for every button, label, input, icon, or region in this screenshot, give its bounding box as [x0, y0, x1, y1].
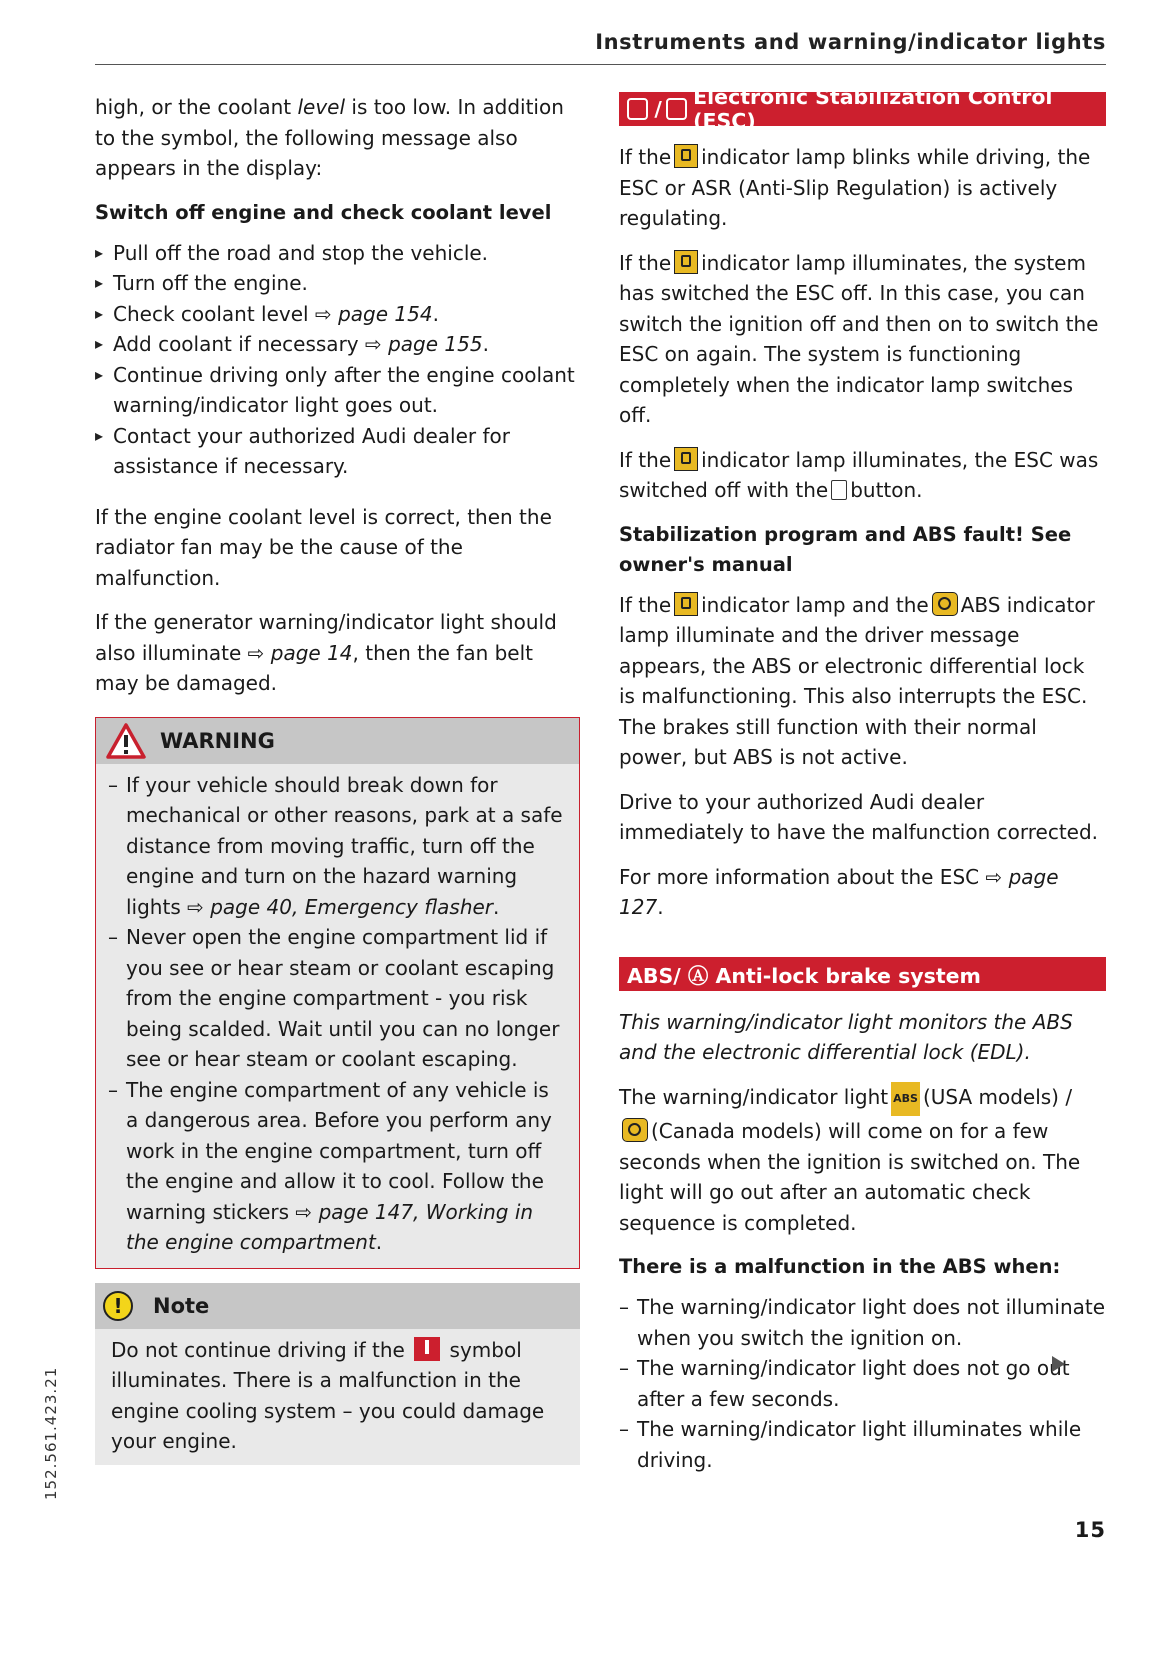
coolant-steps-list: [95, 238, 580, 482]
note-exclamation-icon: !: [103, 1291, 133, 1321]
note-header: [95, 1283, 580, 1329]
abs-malfunction-heading: There is a malfunction in the ABS when:: [619, 1255, 1061, 1278]
esc-section-title: Electronic Stabilization Control (ESC): [693, 85, 1053, 133]
document-code: 152.561.423.21: [42, 1366, 60, 1500]
abs-usa-lamp-icon: ABS: [891, 1082, 920, 1117]
abs-malfunction-list: [619, 1292, 1106, 1475]
list-item: – The warning/indicator light does not illuminate when you switch the ignition on.: [619, 1292, 1106, 1353]
intro-paragraph: high, or the coolant level is too low. In addition to the symbol, the following message also appears in the display:: [95, 95, 564, 180]
esc-off-icon: [666, 98, 687, 120]
esc-paragraph: If the indicator lamp illuminates, the system has switched the ESC off. In this case, you can switch the ignition off and then on to switch the ESC on again. The system is functioning completely when the indicator lamp switches off.: [619, 250, 1099, 427]
note-text: Do not continue driving if the symbol illuminates. There is a malfunction in the engine cooling system – you could damage your engine.: [111, 1337, 545, 1453]
warning-triangle-icon: [106, 723, 146, 759]
esc-paragraph: If the indicator lamp illuminates, the ESC was switched off with the button.: [619, 447, 1099, 502]
generator-paragraph: If the generator warning/indicator light should also illuminate ⇨ page 14, then the fan belt may be damaged.: [95, 610, 557, 695]
esc-lamp-icon: [674, 250, 698, 274]
abs-lamp-icon: [932, 592, 958, 616]
left-column: [95, 92, 580, 1465]
coolant-heading: Switch off engine and check coolant level: [95, 200, 552, 224]
list-item: ▸ Continue driving only after the engine coolant warning/indicator light goes out.: [95, 360, 580, 421]
warning-title: WARNING: [160, 728, 275, 753]
warning-header: [96, 718, 579, 764]
list-item: – Never open the engine compartment lid if you see or hear steam or coolant escaping from the engine compartment - you risk being scalded. Wait until you can no longer see or hear steam or coolant escaping.: [108, 922, 567, 1075]
list-item: ▸ Add coolant if necessary ⇨ page 155.: [95, 329, 580, 360]
abs-section-title: ABS/ Ⓐ Anti-lock brake system: [627, 963, 981, 988]
page-number: 15: [1074, 1518, 1106, 1542]
esc-fault-heading: Stabilization program and ABS fault! See owner's manual: [619, 522, 1072, 576]
note-title: Note: [153, 1293, 210, 1318]
esc-lamp-icon: [674, 592, 698, 616]
page-link[interactable]: page 155: [388, 332, 483, 356]
list-item: ▸ Pull off the road and stop the vehicle.: [95, 238, 580, 269]
header-rule: [95, 64, 1106, 65]
warning-box: [95, 717, 580, 1269]
list-item: – If your vehicle should break down for mechanical or other reasons, park at a safe distance from moving traffic, turn off the engine and turn on the hazard warning lights ⇨ page 40, Emergency flasher.: [108, 770, 567, 923]
page-header-title: Instruments and warning/indicator lights: [595, 30, 1106, 54]
esc-button-icon: [831, 480, 847, 500]
note-box: [95, 1283, 580, 1465]
page-link[interactable]: page 154: [338, 301, 433, 326]
page-link[interactable]: page 147, Working in the engine compartment: [126, 1199, 534, 1254]
right-column: [619, 85, 1106, 1475]
warning-list: [108, 770, 567, 1258]
esc-paragraph: Drive to your authorized Audi dealer immediately to have the malfunction corrected.: [619, 789, 1099, 844]
list-item: – The warning/indicator light illuminates while driving.: [619, 1414, 1106, 1475]
continue-arrow-icon: [1052, 1356, 1065, 1372]
page-link[interactable]: page 14: [270, 640, 353, 665]
abs-section-header: [619, 957, 1106, 991]
abs-paragraph: The warning/indicator light ABS (USA models) / (Canada models) will come on for a few seconds when the ignition is switched on. The light will go out after an automatic check sequence is completed.: [619, 1082, 1106, 1239]
radiator-paragraph: If the engine coolant level is correct, then the radiator fan may be the cause of the malfunction.: [95, 504, 552, 590]
coolant-temperature-icon: [414, 1337, 440, 1361]
esc-icon: [627, 98, 648, 120]
esc-paragraph: If the indicator lamp and the ABS indicator lamp illuminate and the driver message appears, the ABS or electronic differential lock is malfunctioning. This also interrupts the ESC. The brakes still function with their normal power, but ABS is not active.: [619, 592, 1095, 769]
esc-section-header: / Electronic Stabilization Control (ESC): [619, 92, 1106, 126]
abs-canada-lamp-icon: [622, 1118, 648, 1142]
list-item: – The warning/indicator light does not go out after a few seconds.: [619, 1353, 1106, 1414]
esc-paragraph: If the indicator lamp blinks while driving, the ESC or ASR (Anti-Slip Regulation) is actively regulating.: [619, 145, 1091, 230]
list-item: ▸ Turn off the engine.: [95, 268, 580, 299]
esc-lamp-icon: [674, 144, 698, 168]
list-item: ▸ Check coolant level ⇨ page 154.: [95, 299, 580, 330]
abs-intro: This warning/indicator light monitors the ABS and the electronic differential lock (EDL).: [619, 1009, 1073, 1064]
esc-off-lamp-icon: [674, 447, 698, 471]
page-link[interactable]: page 127: [619, 864, 1059, 919]
list-item: – The engine compartment of any vehicle is a dangerous area. Before you perform any work in the engine compartment, turn off the engine and allow it to cool. Follow the warning stickers ⇨ page 147, Working in the engine compartment.: [108, 1075, 567, 1258]
list-item: ▸ Contact your authorized Audi dealer for assistance if necessary.: [95, 421, 580, 482]
esc-paragraph: For more information about the ESC ⇨ page 127.: [619, 864, 1059, 919]
page-link[interactable]: page 40, Emergency flasher: [210, 894, 494, 919]
